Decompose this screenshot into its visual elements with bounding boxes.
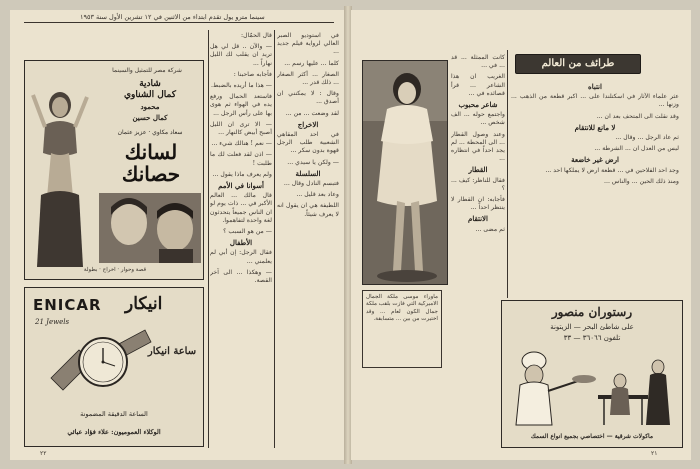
section-subheading: السلسلة [295, 168, 321, 178]
watch-illustration [45, 326, 155, 404]
restaurant-advertisement [501, 300, 683, 448]
section-subheading: القطار [468, 165, 488, 175]
text-paragraph: لقد وضعت ... من ... [285, 109, 339, 117]
section-subheading: لا مانع للانتقام [574, 122, 616, 132]
text-paragraph: وقال : لا يمكنني ان أصدق ... [277, 90, 339, 106]
text-paragraph: ولم يعرف ماذا يقول ... [212, 170, 272, 178]
article-column-middle [451, 54, 505, 448]
text-paragraph: فقال للناظر: كيف ... ؟ [451, 176, 505, 192]
text-paragraph: — الا ترى ان الليل أصبح أبيض كالنهار ... [210, 120, 272, 137]
text-paragraph: فاستعد الحمال ورفع يده في الهواء ثم هوى بها على رأس الرجل ... [210, 93, 272, 117]
column-divider [208, 30, 209, 448]
restaurant-footer: ماكولات شرقية — اختصاصي بجميع انواع السمك [530, 433, 654, 440]
text-paragraph: — والآن .. قل لي هل تريد ان يقلب لك الليل نهاراً ... [210, 43, 272, 67]
text-paragraph: ومنذ ذلك الحين ... والناس ... [604, 177, 679, 185]
text-paragraph: فأجابه صاحبنا : [233, 70, 272, 78]
cinema-star-name: كمال حسين [132, 113, 168, 122]
text-paragraph: ليس من العدل ان ... الشرطة ... [594, 145, 679, 153]
text-paragraph: — اذن لقد فعلت لك ما طلبت ! [210, 151, 272, 167]
watch-slogan: ساعة انيكار [147, 346, 197, 357]
section-subheading: انتباه [588, 82, 602, 91]
cinema-supporting-cast: سعاد مكاوي · عزيز عثمان [117, 129, 183, 136]
watch-tagline: الساعة الدقيقة المضمونة [80, 410, 148, 418]
column-divider [507, 50, 508, 298]
restaurant-phone: تلفون ٣٦٠٦٦ — ٣٣ [563, 334, 621, 342]
text-paragraph: ثم مضى ... [475, 225, 505, 233]
section-subheading: الانتقام [467, 214, 488, 224]
text-paragraph: وعاد بعد قليل ... [296, 191, 339, 199]
cinema-dancer-illustration [31, 87, 89, 272]
left-header-rule [24, 22, 334, 23]
section-subheading: ارض غير خاضعة [571, 155, 619, 165]
watch-brand-arabic: انيكار [125, 294, 163, 314]
section-subheading: شاعر محبوب [458, 100, 498, 110]
text-paragraph: كلما ... عليها رسم ... [284, 59, 339, 67]
cinema-footer: قصة وحوار · اخراج · بطولة [83, 267, 147, 273]
text-paragraph: قال مالك ... العالم الأكبر في ... ذات يوم لو ان الناس جميعاً يتحدثون لغة واحدة لتفاهموا. [210, 192, 272, 224]
article-column-left-2 [277, 32, 339, 446]
article-column-right [511, 80, 679, 294]
cinema-advertisement [24, 60, 204, 280]
text-paragraph: واجتمع حوله ... الف شخص ... [451, 111, 505, 127]
watch-brand-latin: ENICAR [33, 296, 102, 314]
text-paragraph: فتبسم النادل وقال ... [283, 180, 339, 188]
text-paragraph: كانت الممثلة ... قد ... في ... [451, 54, 505, 70]
text-paragraph: في استوديو الصبر العالي لرواية فيلم جديد ... [277, 32, 339, 56]
text-paragraph: — ولكن يا سيدي ... [287, 158, 339, 166]
text-paragraph: فقال الرجل: إن أبي لم يعلمني ... [210, 249, 272, 265]
text-paragraph: الصغار ... أكثر الصغار ... ذلك قدر ... [277, 70, 339, 87]
text-paragraph: — وهكذا ... الى آخر القصة. [210, 268, 272, 285]
cinema-small-caption: شركة مصر للتمثيل والسينما [112, 67, 182, 74]
text-paragraph: — من هو السبب ؟ [223, 228, 272, 236]
text-paragraph: قال الحمّال: [241, 32, 272, 39]
cinema-star-name: كمال الشناوي [123, 90, 177, 100]
text-paragraph: ثم عاد الرجل ... وقال ... [615, 134, 679, 142]
page-number: ٢١ [651, 450, 658, 457]
text-paragraph: اللطيفة هي ان يقول انه لا يعرف شيئاً. [277, 202, 339, 218]
cinema-star-name: محمود [140, 102, 160, 111]
section-banner-title: طرائف من العالم [515, 54, 641, 74]
section-subheading: الاخراج [297, 119, 319, 129]
text-paragraph: وعند وصول القطار ... الى المحطة ... لم يجد احداً في انتظاره ... [451, 130, 505, 163]
left-page [10, 10, 345, 460]
section-subheading: الأطفال [229, 238, 253, 248]
text-paragraph: — نعم ! هنالك شيء ... [211, 140, 272, 148]
watch-advertisement [24, 287, 204, 447]
cinema-stars [101, 79, 199, 123]
page-number: ٢٢ [40, 450, 47, 457]
restaurant-address: على شاطئ البحر — الزيتونة [550, 323, 634, 331]
text-paragraph: في احد المقاهي الشعبية طلب الرجل قهوة بدون سكر ... [277, 131, 339, 155]
article-column-left-1 [210, 32, 272, 446]
cinema-film-title [101, 141, 201, 185]
cinema-star-name: شادية [139, 79, 161, 89]
watch-agents: الوكلاء العموميون: علاء فؤاد عبائي [67, 428, 161, 436]
column-divider [274, 30, 275, 448]
left-page-header: سينما مترو يول تقدم ابتداء من الاثنين في ١٢ تشرين الأول سنة ١٩٥٣ [80, 13, 265, 21]
text-paragraph: وجد احد الفلاحين في ... قطعة ارض لا يملكها احد ... [545, 166, 679, 174]
section-subheading: أسوانا في الأمم [218, 181, 264, 191]
text-paragraph: — هذا ما أريده بالضبط. [211, 82, 272, 90]
text-paragraph: وقد نقلت الى المتحف بعد ان ... [596, 112, 679, 120]
caption-box: ماوراء موسى ملكة الجمال الاميركية التي فازت بلقب ملكة جمال الكون لعام ... وقد اختيرت من بين ... متسابقة. [362, 290, 442, 368]
cinema-portraits [99, 193, 201, 263]
restaurant-illustration [508, 345, 676, 429]
text-paragraph: فأجابه: ان القطار لا ينتظر احداً ... [451, 196, 505, 212]
right-page [351, 10, 691, 460]
watch-jewels: 21 Jewels [35, 318, 70, 326]
film-title-line: لسانك [124, 140, 178, 164]
text-paragraph: الغريب ان هذا الشاعر ... قرأ قصائده في ... [451, 73, 505, 97]
text-paragraph: عثر علماء الآثار في اسكتلندا على ... اكبر قطعة من الذهب ... وزنها ... [511, 93, 679, 109]
actress-photo [362, 60, 448, 285]
film-title-line: حصانك [121, 162, 181, 186]
restaurant-title: رستوران منصور [551, 305, 633, 319]
